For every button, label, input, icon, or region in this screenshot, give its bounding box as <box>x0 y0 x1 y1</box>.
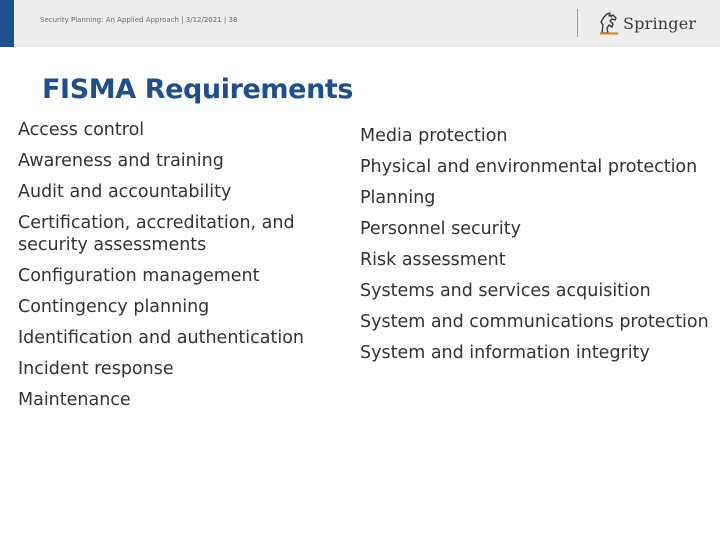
list-item: Maintenance <box>18 390 131 410</box>
list-item: Systems and services acquisition <box>360 281 651 301</box>
springer-logo <box>598 10 696 36</box>
list-item: System and communications protection <box>360 312 709 332</box>
list-item: Certification, accreditation, and security assessments <box>18 213 295 255</box>
list-item: Planning <box>360 188 436 208</box>
header-accent-bar <box>0 0 14 47</box>
requirements-list-left <box>18 119 348 411</box>
list-item: Identification and authentication <box>18 328 305 348</box>
list-item: Contingency planning <box>18 297 210 317</box>
list-item: Physical and environmental protection <box>360 157 698 177</box>
slide-header <box>0 0 720 47</box>
list-item: Incident response <box>18 359 174 379</box>
list-item: Configuration management <box>18 266 260 286</box>
header-divider <box>577 9 578 37</box>
list-item: Awareness and training <box>18 151 224 171</box>
list-item: Audit and accountability <box>18 182 232 202</box>
list-item: System and information integrity <box>360 343 650 363</box>
list-item: Risk assessment <box>360 250 506 270</box>
requirements-list-right <box>360 125 710 364</box>
slide-title: FISMA Requirements <box>42 74 354 105</box>
list-item: Media protection <box>360 126 508 146</box>
header-meta: Security Planning: An Applied Approach | 3/12/2021 | 38 <box>40 16 238 24</box>
list-item: Personnel security <box>360 219 521 239</box>
springer-horse-icon <box>598 11 620 35</box>
list-item: Access control <box>18 120 145 140</box>
springer-logo-text: Springer <box>623 13 697 33</box>
